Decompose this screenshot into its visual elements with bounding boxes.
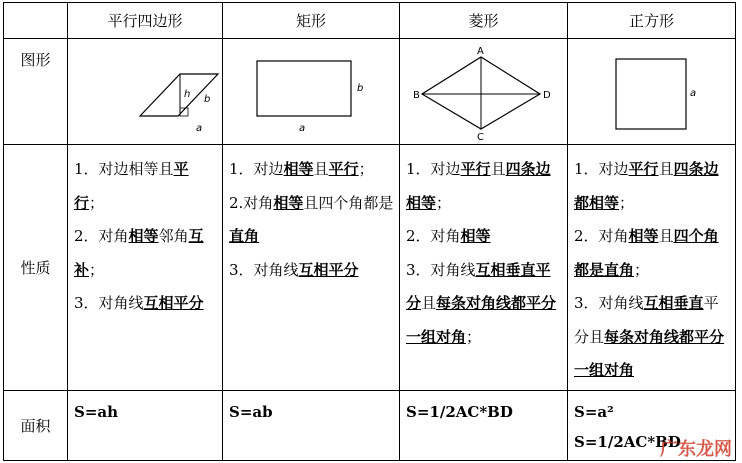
rhombus-property-2: 2．对角相等 [406, 227, 491, 245]
rhombus-property-1: 1．对边平行且四条边相等； [406, 160, 551, 212]
figure-row-label: 图形 [4, 39, 68, 145]
parallelogram-area-cell [68, 391, 223, 461]
area-row-label: 面积 [4, 391, 68, 461]
figure-row [4, 39, 736, 145]
rhombus-properties [400, 145, 568, 391]
square-property-1: 1．对边平行且四条边都相等； [574, 160, 719, 212]
square-side-label: a [690, 88, 697, 99]
square-properties [568, 145, 736, 391]
area-row [4, 391, 736, 461]
rectangle-diagram [223, 39, 400, 144]
vertex-d-label: D [543, 90, 551, 101]
rectangle-base-label: a [299, 123, 306, 134]
vertex-b-label: B [413, 90, 420, 101]
rhombus-figure-cell [400, 39, 568, 145]
rectangle-property-3: 3．对角线互相平分 [229, 260, 359, 279]
parallelogram-diagram [68, 39, 223, 144]
property-row [4, 145, 736, 391]
square-diagram [568, 39, 736, 144]
rectangle-property-2: 2.对角相等且四个角都是直角 [229, 193, 394, 245]
base-label: a [196, 123, 203, 134]
vertex-a-label: A [477, 46, 484, 57]
rectangle-area-cell [223, 391, 400, 461]
rectangle-properties [223, 145, 400, 391]
parallelogram-figure-cell [68, 39, 223, 145]
header-row [4, 3, 736, 39]
quadrilateral-table [3, 2, 736, 461]
square-property-2: 2．对角相等且四个角都是直角； [574, 227, 719, 279]
parallelogram-property-1: 1．对边相等且平行； [74, 160, 189, 212]
square-shape [616, 59, 686, 129]
square-figure-cell [568, 39, 736, 145]
property-row-label: 性质 [4, 145, 68, 391]
header-parallelogram: 平行四边形 [68, 3, 223, 39]
rectangle-property-1: 1．对边相等且平行； [229, 160, 374, 178]
square-area-formula-2: S=1/2AC*BD [574, 433, 681, 451]
parallelogram-properties [68, 145, 223, 391]
header-rhombus: 菱形 [400, 3, 568, 39]
rectangle-area-formula: S=ab [229, 403, 273, 421]
rhombus-area-formula: S=1/2AC*BD [406, 403, 513, 421]
side-label: b [204, 94, 211, 105]
rhombus-area-cell [400, 391, 568, 461]
parallelogram-area-formula: S=ah [74, 403, 119, 421]
watermark: 广东龙网 [660, 439, 732, 460]
rectangle-shape [257, 61, 351, 116]
header-rectangle: 矩形 [223, 3, 400, 39]
square-property-3: 3．对角线互相垂直平分且每条对角线都平分一组对角 [574, 294, 725, 379]
corner-cell [4, 3, 68, 39]
parallelogram-property-3: 3．对角线互相平分 [74, 294, 204, 312]
height-label: h [184, 89, 191, 100]
rhombus-property-3: 3．对角线互相垂直平分且每条对角线都平分一组对角； [406, 260, 557, 346]
vertex-c-label: C [477, 132, 484, 143]
rhombus-diagram [400, 39, 568, 144]
header-square: 正方形 [568, 3, 736, 39]
square-area-formula-1: S=a² [574, 403, 614, 421]
rectangle-figure-cell [223, 39, 400, 145]
rectangle-side-label: b [357, 83, 364, 94]
parallelogram-property-2: 2．对角相等邻角互补； [74, 227, 204, 279]
